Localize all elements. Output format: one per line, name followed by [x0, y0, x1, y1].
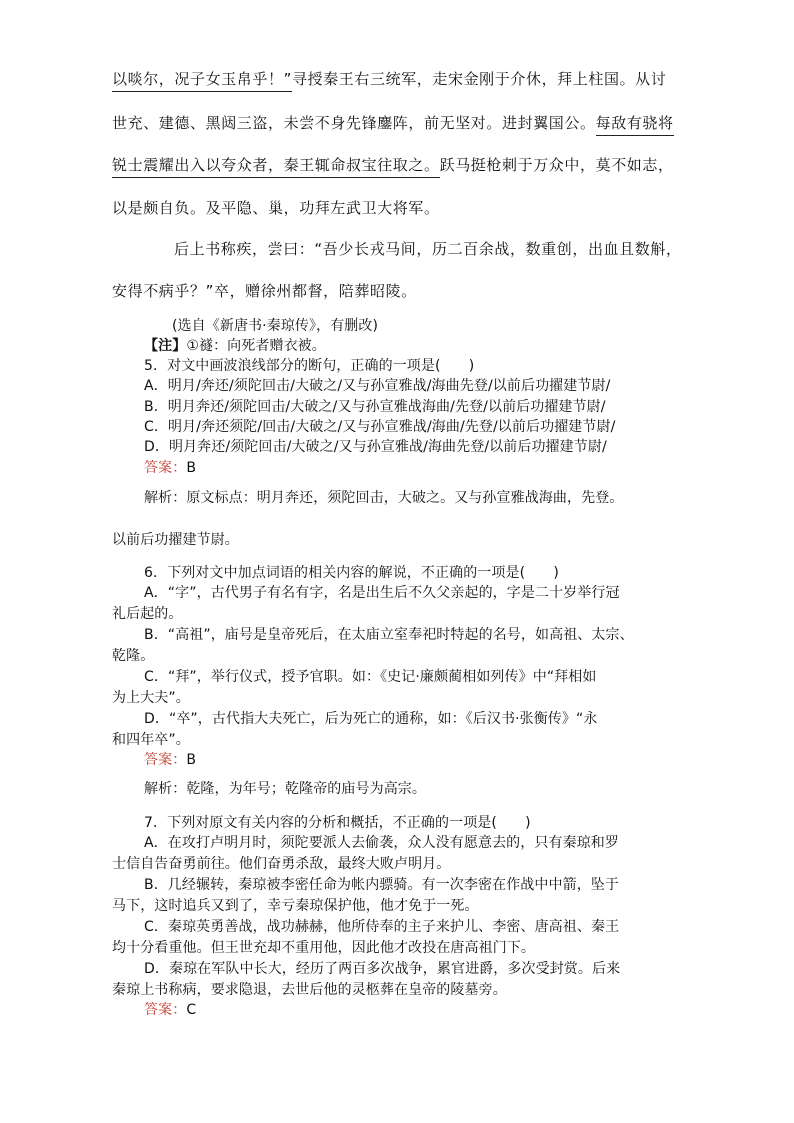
- q6-option-a-cont: 礼后起的。: [112, 606, 183, 622]
- passage-note: [144, 335, 326, 355]
- answer-value: C: [186, 1002, 197, 1018]
- answer-label: 答案：: [144, 752, 187, 768]
- q5-option-c: C．明月/奔还须陀/回击/大破之/又与孙宣雅战/海曲/先登/以前后功擢建节尉/: [144, 419, 616, 435]
- passage-source: (选自《新唐书·秦琼传》，有删改): [172, 318, 379, 334]
- q6-option-c-cont: 为上大夫”。: [112, 690, 190, 706]
- q6-option-a: A．“字”，古代男子有名有字，名是出生后不久父亲起的，字是二十岁举行冠: [144, 585, 620, 601]
- passage-text: 世充、建德、黑闼三盗，未尝不身先锋鏖阵，前无坚对。进封翼国公。: [112, 114, 596, 132]
- answer-value: B: [186, 460, 197, 476]
- q5-analysis: [144, 487, 623, 507]
- passage-line-6: 安得不病乎？”卒，赠徐州都督，陪葬昭陵。: [112, 282, 417, 300]
- note-text: ①禭：向死者赠衣被。: [186, 338, 326, 354]
- q6-option-d: D．“卒”，古代指大夫死亡，后为死亡的通称，如：《后汉书·张衡传》“永: [144, 711, 598, 727]
- q7-option-a-cont: 士信自告奋勇前往。他们奋勇杀敌，最终大败卢明月。: [112, 856, 451, 872]
- q7-option-a: A．在攻打卢明月时，须陀要派人去偷袭，众人没有愿意去的，只有秦琼和罗: [144, 835, 619, 851]
- passage-line-3: [112, 154, 674, 175]
- answer-label: 答案：: [144, 460, 187, 476]
- q7-option-c: C．秦琼英勇善战，战功赫赫，他所侍奉的主子来护儿、李密、唐高祖、秦王: [144, 919, 620, 935]
- analysis-text: 乾隆，为年号；乾隆帝的庙号为高宗。: [186, 781, 427, 797]
- passage-line-5: 后上书称疾，尝曰：“吾少长戎马间，历二百余战，数重创，出血且数斛，: [174, 240, 682, 258]
- note-label: 【注】: [144, 338, 187, 354]
- q6-stem: 6．下列对文中加点词语的相关内容的解说，不正确的一项是( ): [144, 565, 559, 581]
- passage-text: 跃马挺枪刺于万众中，莫不如志，: [439, 156, 674, 174]
- q6-option-c: C．“拜”，举行仪式，授予官职。如：《史记·廉颇蔺相如列传》中“拜相如: [144, 669, 597, 685]
- q6-analysis: [144, 778, 426, 798]
- q6-answer: [144, 749, 196, 769]
- q7-option-d-cont: 秦琼上书称病，要求隐退，去世后他的灵柩葬在皇帝的陵墓旁。: [112, 982, 507, 998]
- q5-analysis-cont: 以前后功擢建节尉。: [112, 532, 239, 548]
- underlined-text: 锐士震耀出入以夸众者，秦王辄命叔宝往取之。: [112, 156, 440, 178]
- q5-option-d: D．明月奔还/须陀回击/大破之/又与孙宣雅战/海曲先登/以前后功擢建节尉/: [144, 439, 607, 455]
- q5-option-b: B．明月奔还/须陀回击/大破之/又与孙宣雅战海曲/先登/以前后功擢建节尉/: [144, 399, 606, 415]
- analysis-label: 解析：: [144, 781, 187, 797]
- q7-stem: 7．下列对原文有关内容的分析和概括，不正确的一项是( ): [144, 815, 531, 831]
- passage-text: 寻授秦王右三统军，走宋金刚于介休，拜上柱国。从讨: [291, 70, 667, 88]
- underlined-text: 以啖尔，况子女玉帛乎！”: [112, 70, 292, 92]
- answer-label: 答案：: [144, 1002, 187, 1018]
- q7-option-d: D．秦琼在军队中长大，经历了两百多次战争，累官进爵，多次受封赏。后来: [144, 961, 621, 977]
- analysis-text: 原文标点：明月奔还，须陀回击，大破之。又与孙宣雅战海曲，先登。: [186, 490, 624, 506]
- analysis-label: 解析：: [144, 490, 187, 506]
- q7-answer: [144, 999, 196, 1019]
- passage-line-1: [112, 68, 666, 89]
- answer-value: B: [186, 752, 197, 768]
- passage-line-2: [112, 112, 674, 133]
- q6-option-d-cont: 和四年卒”。: [112, 732, 190, 748]
- passage-line-4: 以是颇自负。及平隐、巢，功拜左武卫大将军。: [112, 199, 440, 217]
- underlined-text: 每敌有骁将: [596, 114, 674, 136]
- q7-option-c-cont: 均十分看重他。但王世充却不重用他，因此他才改投在唐高祖门下。: [112, 940, 535, 956]
- q5-option-a: A．明月/奔还/须陀回击/大破之/又与孙宣雅战/海曲先登/以前后功擢建节尉/: [144, 378, 611, 394]
- q7-option-b: B．几经辗转，秦琼被李密任命为帐内骠骑。有一次李密在作战中中箭，坠于: [144, 877, 620, 893]
- q6-option-b-cont: 乾隆。: [112, 648, 155, 664]
- q7-option-b-cont: 马下，这时追兵又到了，幸亏秦琼保护他，他才免于一死。: [112, 898, 479, 914]
- q6-option-b: B．“高祖”，庙号是皇帝死后，在太庙立室奉祀时特起的名号，如高祖、太宗、: [144, 627, 634, 643]
- q5-stem: 5．对文中画波浪线部分的断句，正确的一项是( ): [144, 358, 475, 374]
- q5-answer: [144, 457, 196, 477]
